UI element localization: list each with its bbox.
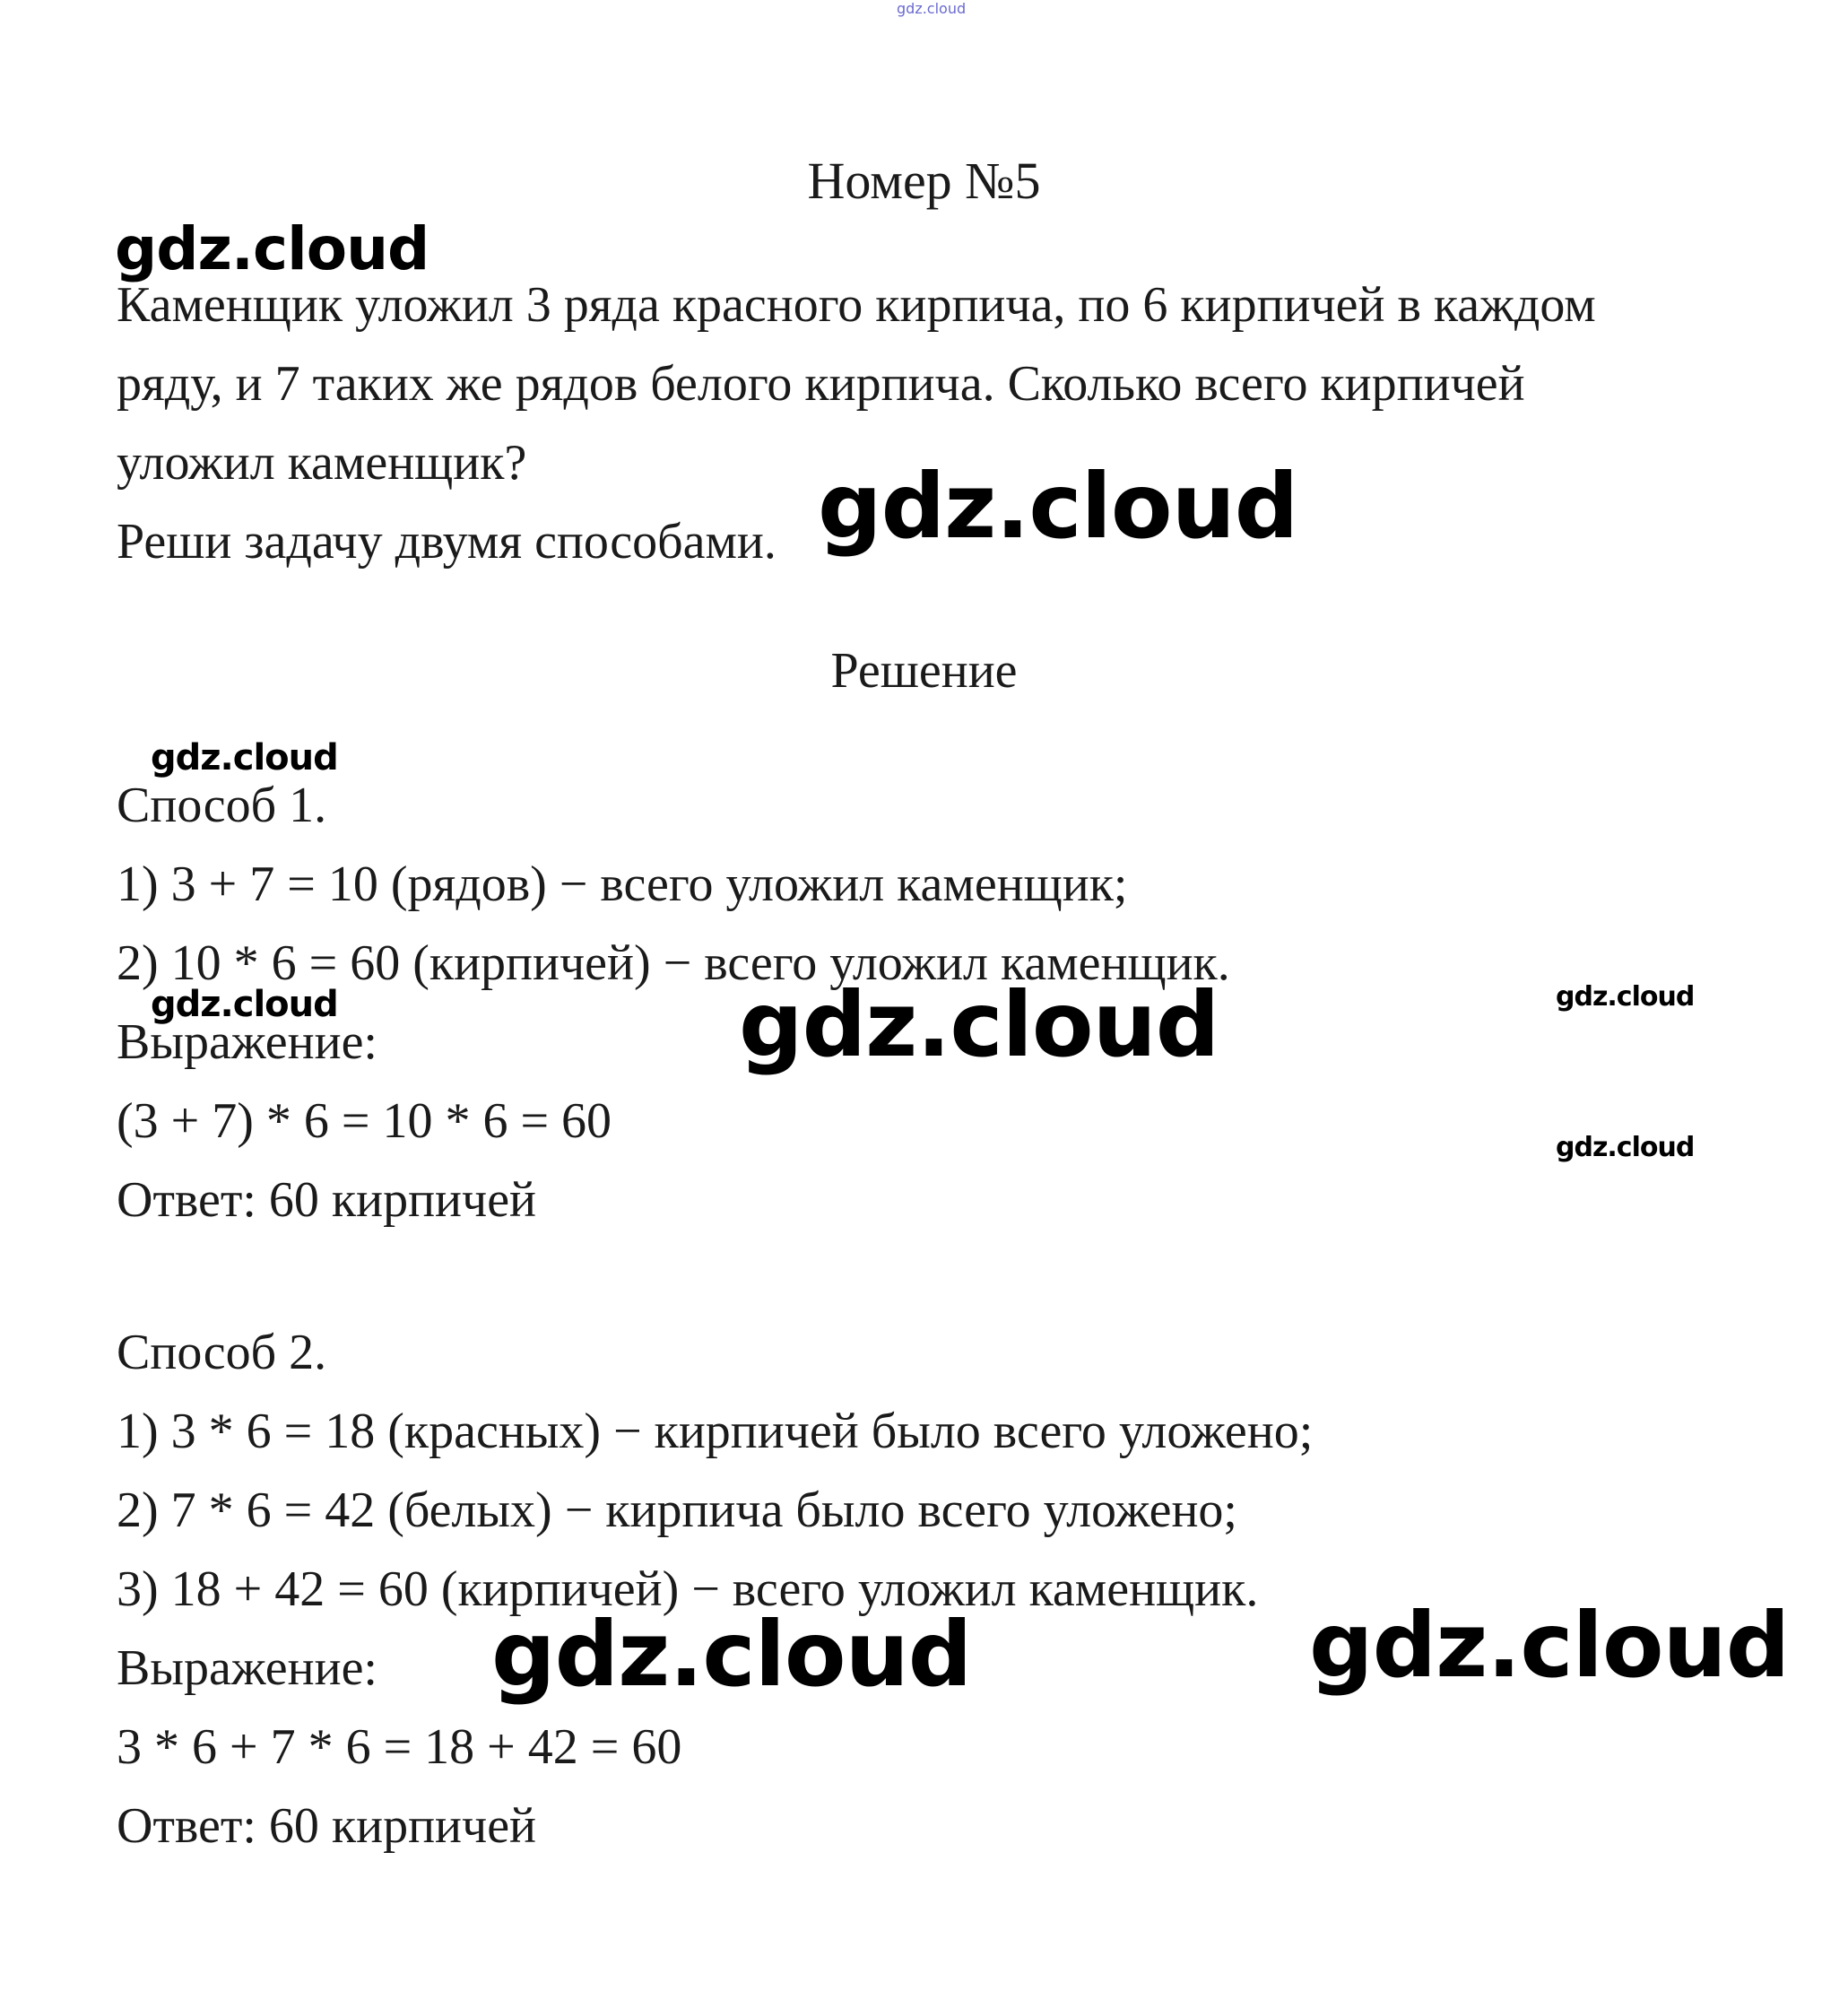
method1-expression-label: Выражение: [117, 1014, 377, 1070]
watermark: gdz.cloud [115, 214, 429, 283]
watermark: gdz.cloud [1309, 1593, 1790, 1698]
method2-answer: Ответ: 60 кирпичей [117, 1798, 537, 1854]
task-line-3: уложил каменщик? [117, 435, 527, 491]
method1-expression: (3 + 7) * 6 = 10 * 6 = 60 [117, 1093, 612, 1149]
method1-step-2: 2) 10 * 6 = 60 (кирпичей) − всего уложил каменщик. [117, 935, 1230, 991]
method2-step-3: 3) 18 + 42 = 60 (кирпичей) − всего уложил каменщик. [117, 1561, 1259, 1617]
task-line-2: ряду, и 7 таких же рядов белого кирпича. Сколько всего кирпичей [117, 356, 1525, 412]
watermark: gdz.cloud [1556, 1132, 1695, 1163]
solution-heading: Решение [830, 643, 1018, 699]
method1-title: Способ 1. [117, 778, 327, 833]
method2-title: Способ 2. [117, 1325, 327, 1380]
method2-step-1: 1) 3 * 6 = 18 (красных) − кирпичей было всего уложено; [117, 1404, 1314, 1459]
watermark: gdz.cloud [491, 1602, 972, 1707]
method2-step-2: 2) 7 * 6 = 42 (белых) − кирпича было всего уложено; [117, 1483, 1237, 1538]
watermark: gdz.cloud [1556, 981, 1695, 1013]
watermark: gdz.cloud [739, 972, 1219, 1077]
page-title: Номер №5 [807, 152, 1041, 210]
task-line-4: Реши задачу двумя способами. [117, 514, 777, 570]
method2-expression: 3 * 6 + 7 * 6 = 18 + 42 = 60 [117, 1719, 682, 1775]
watermark: gdz.cloud [151, 737, 338, 778]
method2-expression-label: Выражение: [117, 1640, 377, 1696]
watermark: gdz.cloud [818, 454, 1298, 559]
method1-answer: Ответ: 60 кирпичей [117, 1172, 537, 1228]
header-watermark: gdz.cloud [897, 0, 967, 17]
task-line-1: Каменщик уложил 3 ряда красного кирпича, по 6 кирпичей в каждом [117, 277, 1596, 333]
method1-step-1: 1) 3 + 7 = 10 (рядов) − всего уложил каменщик; [117, 857, 1128, 912]
watermark: gdz.cloud [151, 984, 338, 1025]
